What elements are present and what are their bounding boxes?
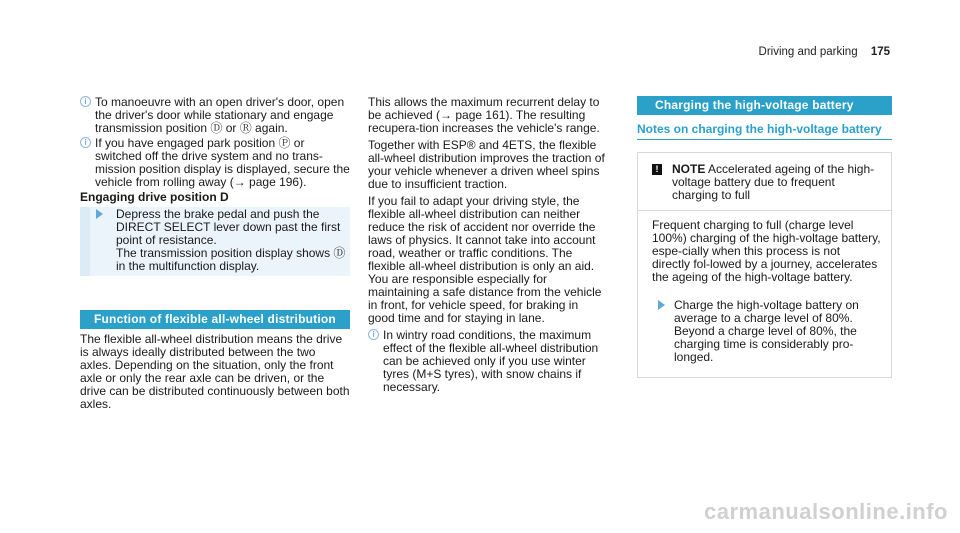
info-note [80, 137, 350, 189]
notice-label: NOTE [672, 162, 706, 176]
section-title: Function of flexible all-wheel distribution [80, 310, 350, 329]
subsection-title: Notes on charging the high-voltage battery [637, 123, 892, 140]
notice-box [637, 152, 892, 378]
subheading: Engaging drive position D [80, 190, 229, 204]
instruction-step [80, 207, 350, 276]
paragraph: Together with ESP® and 4ETS, the flexible all-wheel distribution improves the traction of your vehicle whenever a driven wheel spins due to insufficient traction. [368, 138, 605, 191]
info-icon: i [80, 137, 91, 148]
step-result: The transmission position display shows Ⓓ in the multifunction display. [116, 246, 346, 273]
note-text: If you have engaged park position Ⓟ or switched off the drive system and no trans-mission position display is displayed, secure the vehicle from rolling away (→ page 196). [95, 136, 350, 189]
paragraph: If you fail to adapt your driving style, the flexible all-wheel distribution can neither reduce the risk of accident nor override the laws of physics. It cannot take into account road, weather or traffic conditions. The flexible all-wheel distribution is only an aid. You are responsible especially for maintaining a safe distance from the vehicle in front, for vehicle speed, for braking in good time and for staying in lane. [368, 194, 602, 325]
step-text: Charge the high-voltage battery on average to a charge level of 80%. Beyond a charge level of 80%, the charging time is considerably pro-longed. [674, 298, 859, 364]
exclamation-icon: ! [652, 164, 662, 175]
page-header [759, 46, 890, 58]
watermark: carmanualsonline.info [704, 499, 948, 524]
info-icon: i [80, 96, 91, 107]
step-bar [80, 207, 90, 276]
note-text: In wintry road conditions, the maximum effect of the flexible all-wheel distribution can be achieved only if you use winter tyres (M+S tyres), with snow chains if necessary. [383, 328, 599, 394]
section-title: Charging the high-voltage battery [637, 96, 892, 115]
instruction-step [652, 298, 881, 367]
arrow-icon [658, 300, 665, 310]
paragraph: This allows the maximum recurrent delay to be achieved (→ page 161). The resulting recupera-tion increases the vehicle's range. [368, 95, 600, 135]
info-note [80, 96, 350, 135]
info-note [368, 329, 608, 394]
page-number: 175 [870, 46, 890, 58]
info-icon: i [368, 329, 379, 340]
paragraph: The flexible all-wheel distribution means the drive is always ideally distributed between the two axles. Depending on the situation, only the front axle or only the rear axle can be driven, or the drive can be distributed continuously between both axles. [80, 332, 350, 411]
column-right [637, 96, 892, 378]
step-text: Depress the brake pedal and push the DIRECT SELECT lever down past the first point of resistance. [116, 207, 341, 247]
column-middle [368, 96, 608, 394]
section-name: Driving and parking [758, 46, 858, 58]
note-text: To manoeuvre with an open driver's door, open the driver's door while stationary and engage transmission position Ⓓ or Ⓡ again. [95, 95, 345, 135]
column-left [80, 96, 350, 411]
notice-body: Frequent charging to full (charge level 100%) charging of the high-voltage battery, espe-cially when this process is not directly fol-lowed by a journey, accelerates the ageing of the high-voltage battery. [652, 218, 881, 284]
notice-text: Accelerated ageing of the high-voltage battery due to frequent charging to full [672, 162, 875, 202]
divider [638, 210, 891, 211]
arrow-icon [96, 209, 103, 219]
